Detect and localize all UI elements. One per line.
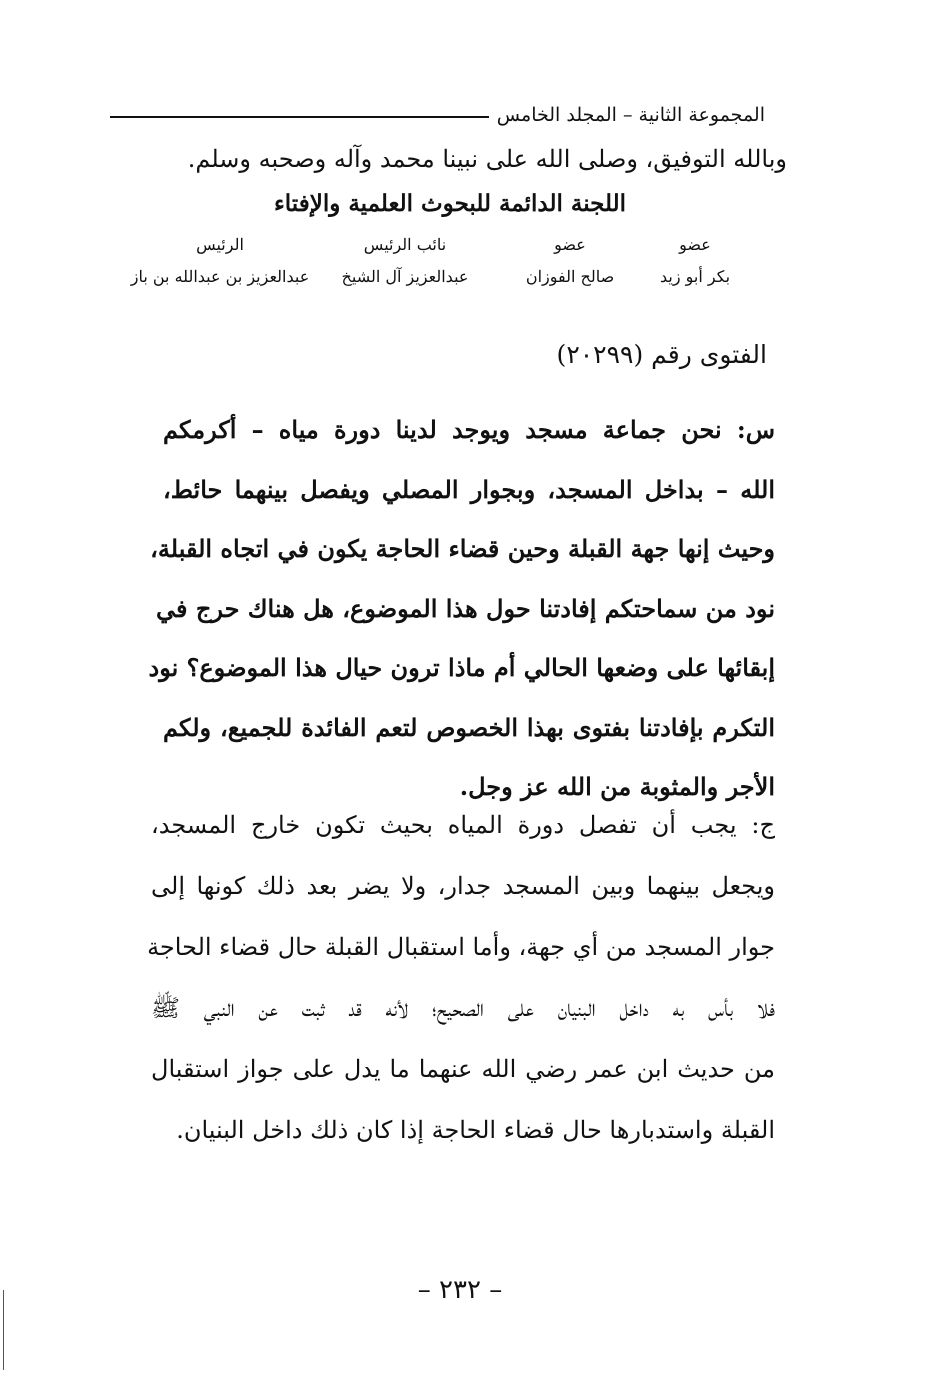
answer-line: ويجعل بينهما وبين المسجد جدار، ولا يضر بعد ذلك كونها إلى (151, 872, 776, 900)
header-title: المجموعة الثانية – المجلد الخامس (496, 104, 765, 126)
question-line: وحيث إنها جهة القبلة وحين قضاء الحاجة يكون في اتجاه القبلة، (150, 534, 775, 563)
answer-line: القبلة واستدبارها حال قضاء الحاجة إذا كان ذلك داخل البنيان. (176, 1116, 775, 1144)
committee-title: اللجنة الدائمة للبحوث العلمية والإفتاء (273, 190, 627, 217)
answer-line-text: يجب أن تفصل دورة المياه بحيث تكون خارج المسجد، (151, 811, 737, 839)
question-block (148, 400, 775, 817)
fatwa-number: الفتوى رقم (٢٠٢٩٩) (556, 340, 767, 369)
signatory-name: عبدالعزيز آل الشيخ (341, 267, 469, 286)
signatory-role: نائب الرئيس (363, 235, 447, 254)
scan-edge-line (3, 1290, 4, 1370)
header-rule (110, 116, 489, 118)
signatory-4 (120, 232, 320, 296)
question-line: إبقائها على وضعها الحالي أم ماذا ترون حيال هذا الموضوع؟ نود (148, 653, 775, 682)
question-line: الأجر والمثوبة من الله عز وجل. (459, 772, 775, 801)
signatory-1 (630, 232, 760, 296)
answer-block (147, 795, 776, 1161)
answer-label: ج: (751, 811, 775, 839)
running-header (110, 92, 765, 126)
signatory-name: عبدالعزيز بن عبدالله بن باز (130, 267, 310, 286)
answer-line (151, 795, 775, 856)
signatory-3 (320, 232, 490, 296)
signatories (120, 232, 760, 302)
closing-supplication: وبالله التوفيق، وصلى الله على نبينا محمد وآله وصحبه وسلم. (187, 145, 787, 173)
question-line (163, 400, 775, 460)
question-line: التكرم بإفادتنا بفتوى بهذا الخصوص لتعم الفائدة للجميع، ولكم (163, 712, 775, 742)
signatory-name: بكر أبو زيد (659, 267, 731, 286)
page-number: – ٢٣٢ – (417, 1275, 503, 1305)
question-label: س: (736, 415, 775, 444)
answer-line: جوار المسجد من أي جهة، وأما استقبال القبلة حال قضاء الحاجة (147, 933, 775, 961)
signatory-role: عضو (679, 235, 711, 254)
question-line: الله – بداخل المسجد، وبجوار المصلي ويفصل بينهما حائط، (163, 474, 775, 504)
signatory-name: صالح الفوزان (525, 267, 615, 286)
signatory-role: عضو (554, 235, 586, 254)
answer-line: فلا بأس به داخل البنيان على الصحيح؛ لأنه قد ثبت عن النبي ﷺ (151, 994, 775, 1022)
answer-line: من حديث ابن عمر رضي الله عنهما ما يدل على جواز استقبال (151, 1055, 775, 1083)
question-line: نود من سماحتكم إفادتنا حول هذا الموضوع، هل هناك حرج في (156, 593, 775, 623)
signatory-2 (500, 232, 640, 296)
signatory-role: الرئيس (196, 235, 244, 254)
question-line-text: نحن جماعة مسجد ويوجد لدينا دورة مياه – أكرمكم (163, 415, 722, 444)
